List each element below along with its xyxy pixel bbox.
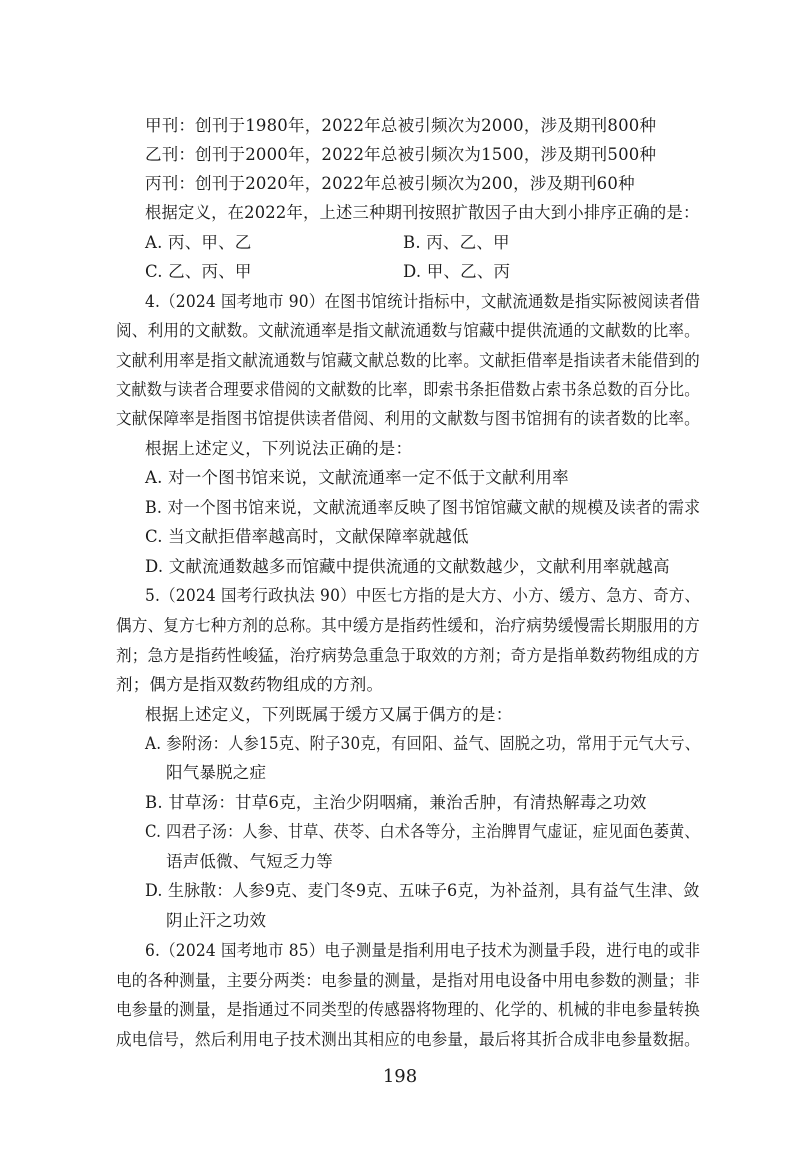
q4-paragraph-line: 文献数与读者合理要求借阅的文献数的比率，即索书条拒借数占索书条总数的百分比。: [116, 380, 700, 399]
q5-option-d-cont: 阴止汗之功效: [166, 911, 267, 930]
q5-paragraph-line: 剂；急方是指药性峻猛，治疗病势急重急于取效的方剂；奇方是指单数药物组成的方: [116, 646, 700, 665]
q5-option-c: C. 四君子汤：人参、甘草、茯苓、白术各等分，主治脾胃气虚证，症见面色萎黄、: [145, 822, 700, 841]
q6-paragraph-line: 电参量的测量，是指通过不同类型的传感器将物理的、化学的、机械的非电参量转换: [116, 1000, 700, 1019]
q5-option-c-cont: 语声低微、气短乏力等: [166, 852, 333, 871]
q5-paragraph-line: 偶方、复方七种方剂的总称。其中缓方是指药性缓和，治疗病势缓慢需长期服用的方: [116, 616, 700, 635]
q4-option-d: D. 文献流通数越多而馆藏中提供流通的文献数越少，文献利用率就越高: [145, 557, 670, 576]
q4-paragraph-line: 4.（2024 国考地市 90）在图书馆统计指标中，文献流通数是指实际被阅读者借: [145, 292, 701, 311]
q4-question: 根据上述定义，下列说法正确的是：: [145, 439, 413, 458]
page-number: 198: [382, 1066, 418, 1087]
journal-c-line: 丙刊：创刊于2020年，2022年总被引频次为200，涉及期刊60种: [145, 174, 635, 193]
q4-paragraph-line: 阅、利用的文献数。文献流通率是指文献流通数与馆藏中提供流通的文献数的比率。: [116, 321, 700, 340]
q6-paragraph-line: 成电信号，然后利用电子技术测出其相应的电参量，最后将其折合成非电参量数据。: [116, 1030, 700, 1049]
q4-option-b: B. 对一个图书馆来说，文献流通率反映了图书馆馆藏文献的规模及读者的需求: [145, 498, 701, 517]
q5-question: 根据上述定义，下列既属于缓方又属于偶方的是：: [145, 705, 513, 724]
journal-b-line: 乙刊：创刊于2000年，2022年总被引频次为1500，涉及期刊500种: [145, 145, 657, 164]
q5-paragraph-line: 剂；偶方是指双数药物组成的方剂。: [116, 675, 384, 694]
q5-option-d: D. 生脉散：人参9克、麦门冬9克、五味子6克，为补益剂，具有益气生津、敛: [145, 881, 700, 900]
q4-paragraph-line: 文献利用率是指文献流通数与馆藏文献总数的比率。文献拒借率是指读者未能借到的: [116, 351, 700, 370]
q3-option-b: B. 丙、乙、甲: [403, 233, 510, 252]
journal-a-line: 甲刊：创刊于1980年，2022年总被引频次为2000，涉及期刊800种: [145, 116, 657, 135]
q5-option-a-cont: 阳气暴脱之症: [166, 763, 267, 782]
q6-paragraph-line: 6.（2024 国考地市 85）电子测量是指利用电子技术为测量手段，进行电的或非: [145, 941, 701, 960]
q3-option-d: D. 甲、乙、丙: [403, 262, 511, 281]
q4-paragraph-line: 文献保障率是指图书馆提供读者借阅、利用的文献数与图书馆拥有的读者数的比率。: [116, 409, 700, 428]
q3-question: 根据定义，在2022年，上述三种期刊按照扩散因子由大到小排序正确的是：: [145, 203, 700, 222]
q4-option-c: C. 当文献拒借率越高时，文献保障率就越低: [145, 527, 469, 546]
q5-option-a: A. 参附汤：人参15克、附子30克，有回阳、益气、固脱之功，常用于元气大亏、: [145, 734, 701, 753]
q5-paragraph-line: 5.（2024 国考行政执法 90）中医七方指的是大方、小方、缓方、急方、奇方、: [145, 586, 701, 605]
q3-option-c: C. 乙、丙、甲: [145, 262, 252, 281]
q4-option-a: A. 对一个图书馆来说，文献流通率一定不低于文献利用率: [145, 468, 569, 487]
q5-option-b: B. 甘草汤：甘草6克，主治少阴咽痛，兼治舌肿，有清热解毒之功效: [145, 793, 647, 812]
q3-option-a: A. 丙、甲、乙: [145, 233, 252, 252]
q6-paragraph-line: 电的各种测量，主要分两类：电参量的测量，是指对用电设备中用电参数的测量；非: [116, 971, 700, 990]
